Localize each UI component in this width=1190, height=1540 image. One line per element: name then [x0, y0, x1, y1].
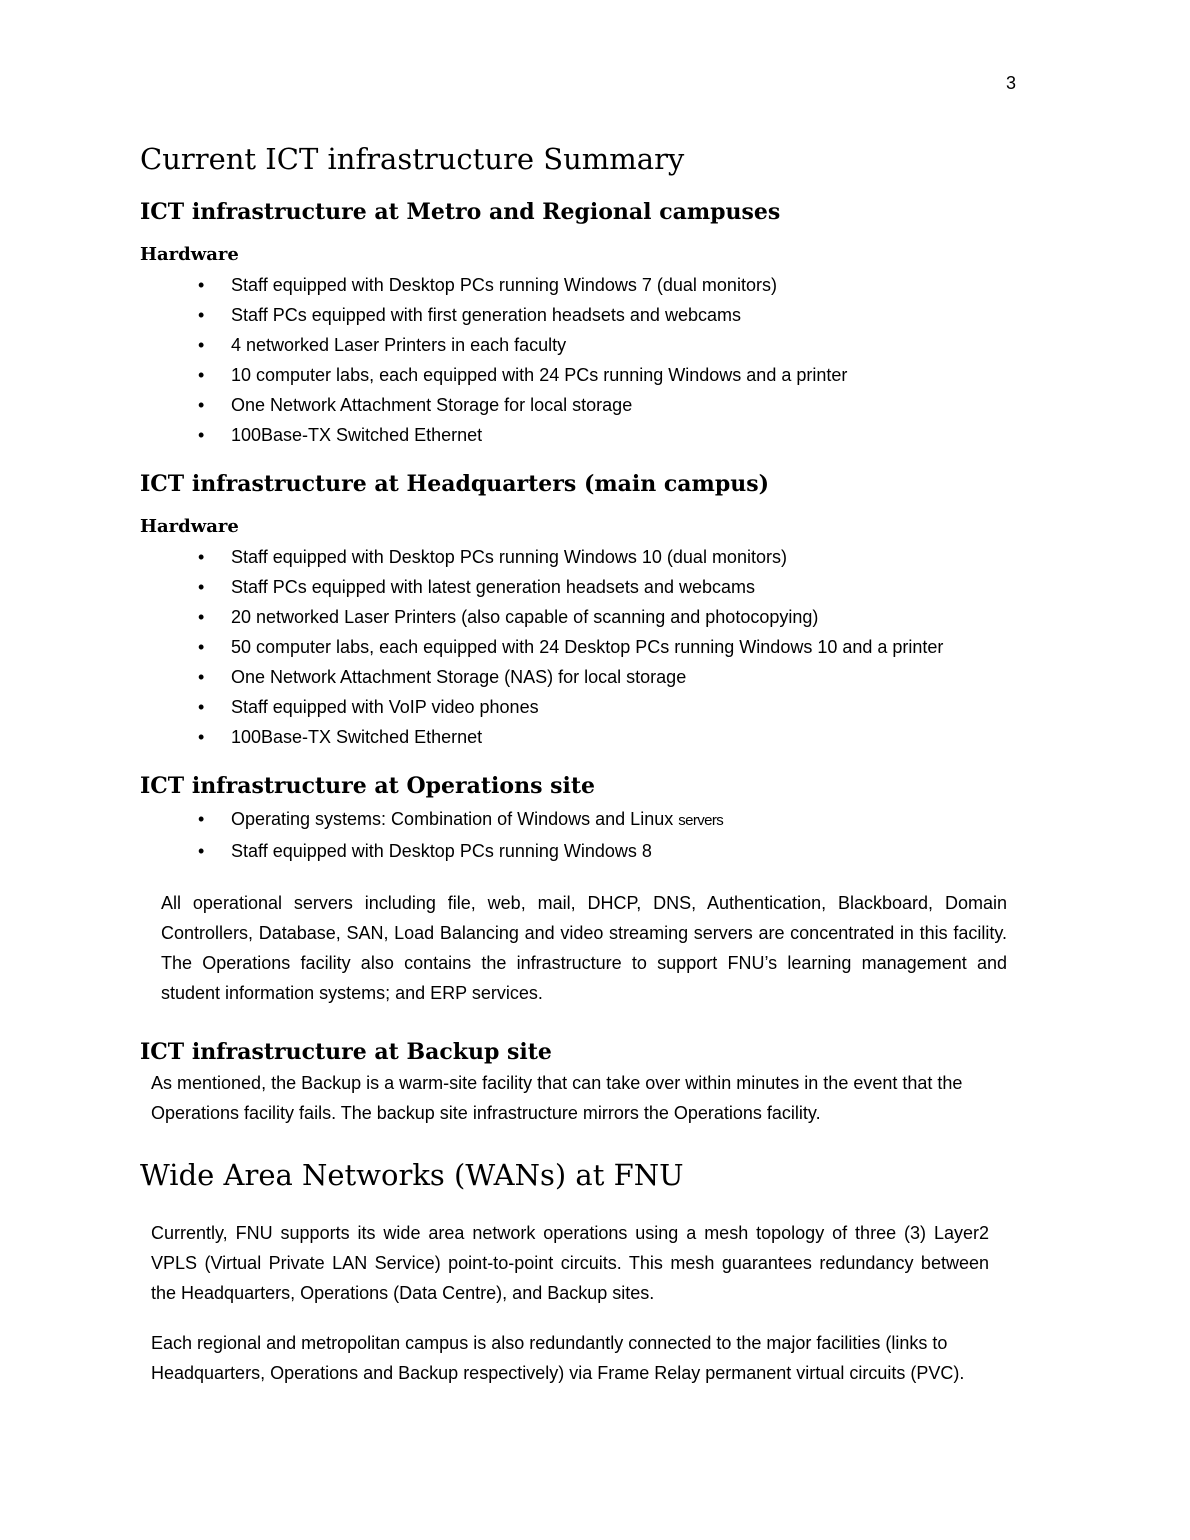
bullet-icon: • [198, 547, 205, 567]
hq-heading: ICT infrastructure at Headquarters (main campus) [140, 471, 769, 497]
list-item-text: Staff equipped with VoIP video phones [231, 697, 539, 717]
list-item [140, 270, 1035, 300]
wan-paragraph-1: Currently, FNU supports its wide area network operations using a mesh topology of three (3) Layer2 VPLS (Virtual Private LAN Service) point-to-point circuits. This mesh guarantees redundancy between the Headquarters, Operations (Data Centre), and Backup sites. [151, 1223, 989, 1303]
ops-list [140, 804, 1035, 866]
bullet-icon: • [198, 697, 205, 717]
page-title: Current ICT infrastructure Summary [140, 142, 685, 176]
list-item-text-small: servers [678, 812, 724, 829]
wan-paragraph-2 [151, 1328, 1035, 1388]
list-item [140, 572, 1035, 602]
list-item-text: Staff equipped with Desktop PCs running Windows 10 (dual monitors) [231, 547, 787, 567]
page-number: 3 [1006, 73, 1017, 93]
bullet-icon: • [198, 395, 205, 415]
bullet-icon: • [198, 335, 205, 355]
backup-heading: ICT infrastructure at Backup site [140, 1039, 552, 1065]
list-item-text: One Network Attachment Storage for local storage [231, 395, 633, 415]
list-item-text: One Network Attachment Storage (NAS) for local storage [231, 667, 687, 687]
bullet-icon: • [198, 365, 205, 385]
list-item-text: Operating systems: Combination of Windows and Linux [231, 809, 674, 829]
bullet-icon: • [198, 607, 205, 627]
list-item [140, 722, 1035, 752]
bullet-icon: • [198, 841, 205, 861]
list-item [140, 542, 1035, 572]
list-item [140, 390, 1035, 420]
metro-hardware-subheading: Hardware [140, 244, 239, 265]
hq-hardware-list [140, 542, 1035, 752]
list-item [140, 420, 1035, 450]
bullet-icon: • [198, 667, 205, 687]
list-item-text: 100Base-TX Switched Ethernet [231, 425, 483, 445]
list-item-text: 50 computer labs, each equipped with 24 Desktop PCs running Windows 10 and a printer [231, 637, 944, 657]
bullet-icon: • [198, 305, 205, 325]
list-item-text: 4 networked Laser Printers in each faculty [231, 335, 567, 355]
metro-heading: ICT infrastructure at Metro and Regional campuses [140, 199, 781, 225]
list-item-text: Staff equipped with Desktop PCs running Windows 7 (dual monitors) [231, 275, 777, 295]
backup-paragraph: As mentioned, the Backup is a warm-site facility that can take over within minutes in the event that the Operations facility fails. The backup site infrastructure mirrors the Operations facility. [151, 1073, 963, 1123]
bullet-icon: • [198, 577, 205, 597]
ops-paragraph: All operational servers including file, web, mail, DHCP, DNS, Authentication, Blackboard, Domain Controllers, Database, SAN, Load Balancing and video streaming servers are concentrated in this facility. The Operations facility also contains the infrastructure to support FNU’s learning management and student information systems; and ERP services. [161, 893, 1007, 1003]
ops-heading: ICT infrastructure at Operations site [140, 773, 596, 799]
bullet-icon: • [198, 275, 205, 295]
document-body [140, 140, 1035, 1388]
list-item-text: Staff PCs equipped with latest generation headsets and webcams [231, 577, 755, 597]
bullet-icon: • [198, 809, 205, 829]
list-item [140, 692, 1035, 722]
list-item [140, 300, 1035, 330]
wan-paragraph-2-line-1: Each regional and metropolitan campus is also redundantly connected to the major facilities (links to [151, 1333, 948, 1353]
metro-hardware-list [140, 270, 1035, 450]
wan-paragraph-2-line-2: Headquarters, Operations and Backup respectively) via Frame Relay permanent virtual circuits (PVC). [151, 1363, 965, 1383]
list-item-text: 10 computer labs, each equipped with 24 PCs running Windows and a printer [231, 365, 848, 385]
list-item [140, 632, 1035, 662]
bullet-icon: • [198, 727, 205, 747]
wan-title: Wide Area Networks (WANs) at FNU [140, 1158, 684, 1192]
list-item-text: 100Base-TX Switched Ethernet [231, 727, 483, 747]
list-item [140, 360, 1035, 390]
bullet-icon: • [198, 425, 205, 445]
list-item-text: 20 networked Laser Printers (also capable of scanning and photocopying) [231, 607, 819, 627]
list-item [140, 602, 1035, 632]
hq-hardware-subheading: Hardware [140, 516, 239, 537]
list-item [140, 836, 1035, 866]
list-item [140, 330, 1035, 360]
list-item [140, 804, 1035, 836]
bullet-icon: • [198, 637, 205, 657]
list-item-text: Staff PCs equipped with first generation headsets and webcams [231, 305, 741, 325]
list-item-text: Staff equipped with Desktop PCs running Windows 8 [231, 841, 652, 861]
list-item [140, 662, 1035, 692]
